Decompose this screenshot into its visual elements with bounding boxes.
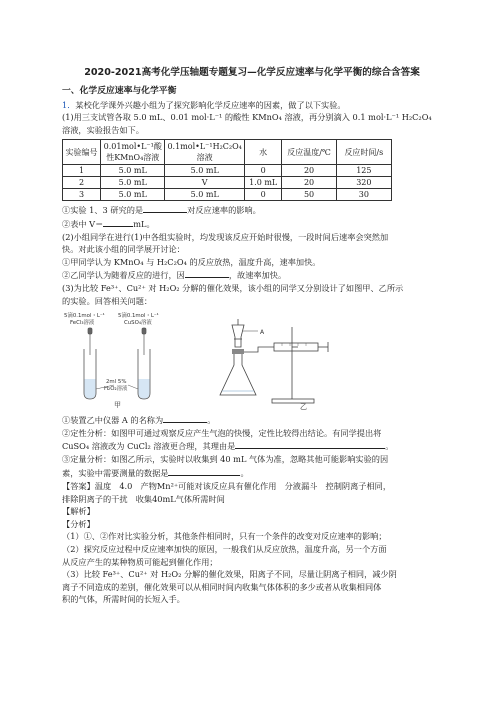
sub-question-6: ②定性分析：如图甲可通过观察反应产生气泡的快慢，定性比较得出结论。有同学提出将	[62, 427, 382, 438]
table-cell: 0	[244, 189, 282, 201]
sub-question-3: ①甲同学认为 KMnO₄ 与 H₂C₂O₄ 的反应放热，温度升高，速率加快。	[62, 256, 321, 267]
experiment-figures	[62, 309, 442, 411]
table-cell: 5.0 mL	[101, 177, 165, 189]
analysis-3-cont2: 积的气体，所需时间的长短入手。	[62, 594, 185, 605]
label-fecl3: 5滴0.1mol・L⁻¹	[64, 313, 105, 320]
analysis-3: （3）比较 Fe³⁺、Cu²⁺ 对 H₂O₂ 分解的催化效果，阳离子不同，尽量让阴离子相同，减少阴	[62, 569, 397, 580]
table-cell: 1.0 mL	[244, 177, 282, 189]
answer-line: 【答案】温度 4.0 产物Mn²⁺可能对该反应具有催化作用 分液漏斗 控制阴离子相同，	[62, 481, 392, 492]
label-cuso4-2: CuSO₄溶液	[124, 320, 152, 327]
table-header: 0.01mol•L⁻¹酸性KMnO₄溶液	[101, 140, 165, 165]
answer-blank[interactable]	[168, 466, 240, 476]
table-cell: 20	[282, 165, 336, 177]
sub-question-2: ②表中 V＝ mL。	[62, 218, 155, 229]
table-header: 反应温度/℃	[282, 140, 336, 165]
table-header: 实验编号	[63, 140, 101, 165]
analysis-sub-label: 【分析】	[62, 518, 95, 529]
table-cell: 2	[63, 177, 101, 189]
sub-question-4: ②乙同学认为随着反应的进行，因 ，故速率加快。	[62, 270, 287, 281]
part3-text-cont: 的实验。回答相关问题：	[62, 295, 153, 306]
analysis-2-cont: 从反应产生的某种物质可能起到催化作用；	[62, 556, 218, 567]
analysis-3-cont: 离子不同造成的差别，催化效果可以从相同时间内收集气体体积的多少或者从收集相同体	[62, 581, 382, 592]
document-title: 2020-2021高考化学压轴题专题复习—化学反应速率与化学平衡的综合含答案	[84, 67, 420, 78]
label-a: A	[260, 329, 265, 337]
answer-blank[interactable]	[103, 217, 133, 227]
label-h2o2: 2ml 5%	[106, 379, 127, 386]
table-row	[63, 189, 392, 201]
dropper-icon	[88, 328, 146, 355]
table-row	[63, 165, 392, 177]
table-cell: 1	[63, 165, 101, 177]
label-cuso4: 5滴0.1mol・L⁻¹	[118, 313, 159, 320]
figure-jia	[64, 311, 159, 409]
part3-text: (3)为比较 Fe³⁺、Cu²⁺ 对 H₂O₂ 分解的催化效果，该小组的同学又分别设计了如图甲、乙所示	[62, 282, 404, 293]
table-cell: 5.0 mL	[101, 165, 165, 177]
document-page	[62, 66, 442, 606]
table-header: 0.1mol•L⁻¹H₂C₂O₄溶液	[165, 140, 244, 165]
apparatus-diagram	[62, 309, 352, 411]
label-h2o2-2: H₂O₂溶液	[104, 386, 128, 393]
table-header: 反应时间/s	[336, 140, 391, 165]
sub-question-5: ①装置乙中仪器 A 的名称为 。	[62, 415, 216, 426]
part1-text-cont: 溶液，实验报告如下。	[62, 124, 144, 135]
sub-question-6-cont: CuSO₄ 溶液改为 CuCl₂ 溶液更合理，其理由是 。	[62, 441, 394, 452]
sub-question-7: ③定量分析：如图乙所示，实验时以收集到 40 mL 气体为准，忽略其他可能影响实验的因	[62, 453, 389, 464]
flask-icon	[220, 353, 256, 395]
table-cell: 50	[282, 189, 336, 201]
analysis-2: （2）探究反应过程中反应速率加快的原因，一般我们从反应放热，温度升高，另一个方面	[62, 544, 387, 555]
question-number: 1．	[62, 99, 76, 110]
label-fecl3-2: FeCl₃溶液	[70, 320, 95, 327]
experiment-table	[62, 139, 392, 201]
table-header-row	[63, 140, 392, 165]
analysis-1: （1）①、②作对比实验分析，其他条件相同时，只有一个条件的改变对反应速率的影响；	[62, 531, 387, 542]
figure-caption-jia: 甲	[114, 401, 121, 410]
analysis-label: 【解析】	[62, 506, 95, 517]
table-cell: 125	[336, 165, 391, 177]
table-cell: 30	[336, 189, 391, 201]
figure-yi	[220, 319, 328, 411]
part1-text: (1)用三支试管各取 5.0 mL、0.01 mol·L⁻¹ 的酸性 KMnO₄ 溶液，再分别滴入 0.1 mol·L⁻¹ H₂C₂O₄	[62, 112, 432, 123]
funnel-icon	[232, 319, 244, 347]
answer-blank[interactable]	[185, 268, 229, 278]
sub-question-7-cont: 素，实验中需要测量的数据是 。	[62, 467, 249, 478]
sub-question-1: ①实验 1、3 研究的是 对反应速率的影响。	[62, 205, 261, 216]
table-cell: 20	[282, 177, 336, 189]
table-cell: 5.0 mL	[165, 189, 244, 201]
part2-text-cont: 快。对此该小组的同学展开讨论：	[62, 244, 185, 255]
answer-blank[interactable]	[163, 413, 207, 423]
table-row	[63, 177, 392, 189]
table-cell: 3	[63, 189, 101, 201]
table-cell: 5.0 mL	[165, 165, 244, 177]
part2-text: (2)小组同学在进行(1)中各组实验时，均发现该反应开始时很慢，一段时间后速率会突然加	[62, 231, 389, 242]
answer-blank[interactable]	[235, 439, 385, 449]
answer-label: 【答案】	[62, 481, 95, 492]
table-cell: 5.0 mL	[101, 189, 165, 201]
table-header: 水	[244, 140, 282, 165]
question-intro: 1．某校化学课外兴趣小组为了探究影响化学反应速率的因素，做了以下实验。	[62, 99, 346, 110]
answer-blank[interactable]	[143, 203, 187, 213]
figure-caption-yi: 乙	[300, 403, 307, 412]
section-heading: 一、化学反应速率与化学平衡	[62, 86, 177, 96]
table-cell: 320	[336, 177, 391, 189]
answer-line-cont: 排除阴离子的干扰 收集40mL气体所需时间	[62, 493, 225, 504]
table-cell: 0	[244, 165, 282, 177]
table-cell: V	[165, 177, 244, 189]
